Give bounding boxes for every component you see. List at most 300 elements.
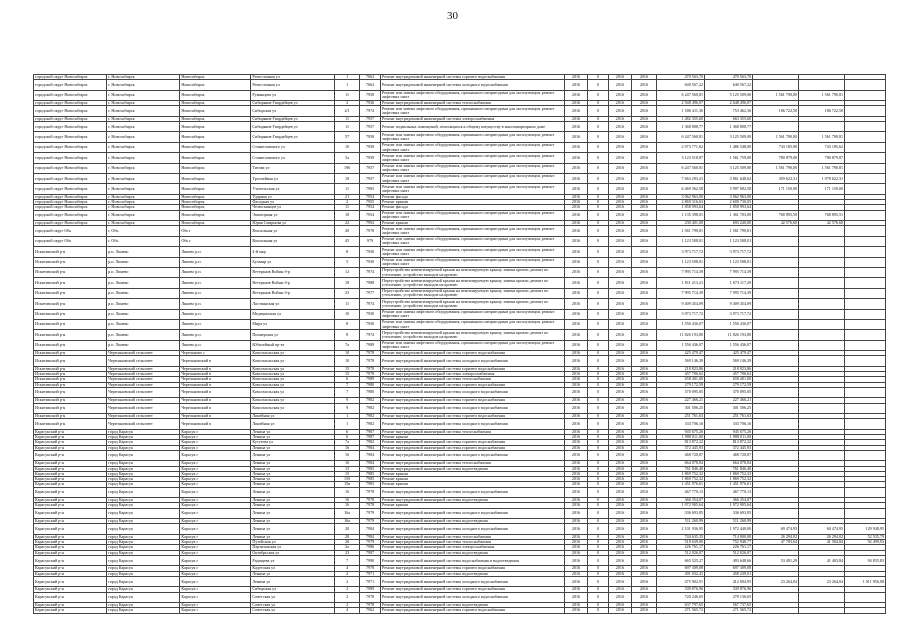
cell-cost-total: 467 770,13: [656, 487, 704, 497]
cell-cost-owners: 1 978 622,31: [799, 174, 845, 184]
cell-year-start: 2016: [608, 319, 631, 329]
cell-cost-total: 664 078,84: [656, 461, 704, 466]
cell-house: 1: [335, 414, 360, 419]
cell-cost-total: 7 995 714,39: [656, 267, 704, 277]
cell-year-start: 2016: [608, 142, 631, 152]
cell-cost-extra: [845, 288, 886, 298]
cell-house-id: 7978: [360, 592, 381, 602]
cell-year-start: 2016: [608, 366, 631, 371]
cell-municipality: городской округ Новосибирск: [34, 210, 107, 220]
cell-cost-extra: [845, 174, 886, 184]
cell-cost-total: 7 663 293,21: [656, 174, 704, 184]
cell-cost-fund: 271 565,72: [705, 608, 753, 613]
cell-municipality: Карасукский р-н: [34, 477, 107, 482]
cell-cost-extra: 92 499,93: [845, 540, 886, 545]
cell-house: 11: [335, 184, 360, 194]
cell-cost-extra: [845, 419, 886, 429]
cell-work-type: Ремонт внутридомовой инженерной системы водоотведения: [381, 603, 565, 608]
cell-cost-total: 370 095,05: [656, 387, 704, 397]
cell-cost-local: [753, 257, 799, 267]
cell-cost-total: 813 872,22: [656, 440, 704, 445]
cell-flag: 0: [588, 450, 609, 460]
cell-year-start: 2016: [608, 603, 631, 608]
cell-house-id: 7984: [360, 461, 381, 466]
cell-street: Ветеранов Войны б-р: [251, 278, 335, 288]
cell-locality: Карасук г: [180, 477, 251, 482]
cell-locality: Линево р.п.: [180, 340, 251, 350]
cell-cost-total: 1 869 752,32: [656, 471, 704, 476]
cell-municipality: Карасукский р-н: [34, 466, 107, 471]
cell-work-type: Ремонт или замена лифтового оборудования, признанного непригодным для эксплуатации, ремонт лифтовых шахт: [381, 90, 565, 100]
cell-cost-total: 6 247 560,81: [656, 163, 704, 173]
cell-flag: 0: [588, 267, 609, 277]
cell-house: 7: [335, 387, 360, 397]
cell-street: Комсомольская ул: [251, 372, 335, 377]
cell-settlement: г. Новосибирск: [107, 174, 180, 184]
cell-house: 16: [335, 461, 360, 466]
cell-cost-total: 658 401,00: [656, 377, 704, 382]
cell-house-id: 7985: [360, 471, 381, 476]
cell-locality: Новосибирск: [180, 122, 251, 132]
cell-year: 2016: [565, 106, 588, 116]
cell-year-end: 2016: [631, 592, 656, 602]
cell-municipality: Карасукский р-н: [34, 482, 107, 487]
cell-year-end: 2016: [631, 106, 656, 116]
cell-cost-fund: 1 972 440,00: [705, 524, 753, 534]
cell-flag: 0: [588, 205, 609, 210]
cell-house: 11: [335, 205, 360, 210]
cell-settlement: р.п. Линево: [107, 267, 180, 277]
cell-municipality: городской округ Новосибирск: [34, 101, 107, 106]
cell-year: 2016: [565, 366, 588, 371]
table-row: [34, 330, 886, 340]
cell-settlement: г. Обь: [107, 226, 180, 236]
cell-flag: 0: [588, 487, 609, 497]
cell-street: Ленина ул: [251, 519, 335, 524]
cell-cost-total: 637 797,65: [656, 603, 704, 608]
cell-cost-local: 743 185,00: [753, 142, 799, 152]
cell-year-end: 2016: [631, 132, 656, 142]
cell-cost-total: 1 451 976,61: [656, 482, 704, 487]
cell-street: Бульвар ул: [251, 257, 335, 267]
cell-house-id: 7974: [360, 106, 381, 116]
cell-street: Ленина ул: [251, 524, 335, 534]
cell-year-start: 2016: [608, 508, 631, 518]
cell-year-start: 2016: [608, 571, 631, 576]
cell-cost-extra: [845, 226, 886, 236]
cell-settlement: г. Новосибирск: [107, 200, 180, 205]
cell-settlement: г. Новосибирск: [107, 153, 180, 163]
cell-year: 2016: [565, 132, 588, 142]
cell-locality: Карасук г: [180, 471, 251, 476]
cell-municipality: городской округ Новосибирск: [34, 142, 107, 152]
cell-work-type: Ремонт крыши: [381, 221, 565, 226]
cell-house: 23: [335, 550, 360, 555]
cell-cost-extra: [845, 403, 886, 413]
cell-cost-fund: 1 556 436,07: [705, 319, 753, 329]
cell-year-end: 2016: [631, 487, 656, 497]
table-row: [34, 319, 886, 329]
cell-cost-total: 339 876,96: [656, 587, 704, 592]
cell-municipality: Карасукский р-н: [34, 461, 107, 466]
cell-cost-extra: [845, 257, 886, 267]
table-row: [34, 278, 886, 288]
cell-cost-fund: 412 004,95: [705, 577, 753, 587]
cell-year: 2016: [565, 545, 588, 550]
cell-cost-owners: [799, 450, 845, 460]
cell-settlement: город Карасук: [107, 440, 180, 445]
cell-municipality: городской округ Новосибирск: [34, 174, 107, 184]
cell-municipality: Карасукский р-н: [34, 577, 107, 587]
cell-locality: Черепановский п: [180, 398, 251, 403]
cell-municipality: Искитимский р-н: [34, 414, 107, 419]
cell-year-start: 2016: [608, 482, 631, 487]
cell-cost-extra: [845, 106, 886, 116]
cell-cost-local: [753, 236, 799, 246]
cell-year-end: 2016: [631, 174, 656, 184]
cell-locality: Карасук г: [180, 524, 251, 534]
cell-cost-owners: 743 185,62: [799, 142, 845, 152]
cell-year-end: 2016: [631, 471, 656, 476]
cell-year: 2016: [565, 205, 588, 210]
cell-year: 2016: [565, 440, 588, 445]
cell-work-type: Ремонт внутридомовой инженерной системы горячего водоснабжения: [381, 382, 565, 387]
cell-cost-fund: 3 125 509,00: [705, 132, 753, 142]
cell-cost-local: 186 722,50: [753, 106, 799, 116]
cell-settlement: г. Новосибирск: [107, 221, 180, 226]
cell-settlement: г. Новосибирск: [107, 184, 180, 194]
cell-cost-total: 1 561 790,81: [656, 226, 704, 236]
cell-house-id: 7957: [360, 122, 381, 132]
cell-year-start: 2016: [608, 429, 631, 434]
cell-flag: 0: [588, 471, 609, 476]
cell-municipality: Искитимский р-н: [34, 398, 107, 403]
cell-cost-fund: 457 706,62: [705, 372, 753, 377]
cell-municipality: Карасукский р-н: [34, 540, 107, 545]
cell-house-id: 7985: [360, 466, 381, 471]
cell-year-end: 2016: [631, 319, 656, 329]
cell-year-end: 2016: [631, 116, 656, 121]
cell-work-type: Ремонт или замена лифтового оборудования, признанного непригодным для эксплуатации, ремонт лифтовых шахт: [381, 319, 565, 329]
table-row: [34, 299, 886, 309]
cell-work-type: Переустройство невентилируемой крыши на вентилируемую крышу, замена кровли, ремонт по утеплению, устройство выходов на кровлю: [381, 288, 565, 298]
cell-house: 45: [335, 236, 360, 246]
cell-cost-total: 230 401,00: [656, 221, 704, 226]
cell-house: 1: [335, 419, 360, 429]
cell-settlement: р.п. Линево: [107, 288, 180, 298]
cell-work-type: Ремонт крыши: [381, 503, 565, 508]
cell-cost-local: [753, 80, 799, 90]
cell-cost-local: [753, 356, 799, 366]
cell-house: 12: [335, 267, 360, 277]
cell-cost-owners: [799, 278, 845, 288]
cell-house: 16: [335, 503, 360, 508]
cell-cost-fund: 3 125 509,00: [705, 163, 753, 173]
cell-locality: Карасук г: [180, 587, 251, 592]
cell-year: 2016: [565, 90, 588, 100]
cell-year-end: 2016: [631, 366, 656, 371]
cell-year-end: 2016: [631, 288, 656, 298]
table-row: [34, 340, 886, 350]
cell-cost-fund: 470 563,70: [705, 75, 753, 80]
cell-year-start: 2016: [608, 116, 631, 121]
cell-cost-fund: 11 826 193,80: [705, 330, 753, 340]
cell-year-start: 2016: [608, 587, 631, 592]
cell-year-end: 2016: [631, 184, 656, 194]
program-table: [33, 74, 886, 614]
cell-work-type: Ремонт внутридомовой инженерной системы холодного водоснабжения: [381, 592, 565, 602]
table-row: [34, 356, 886, 366]
cell-municipality: Карасукский р-н: [34, 566, 107, 571]
cell-flag: 0: [588, 372, 609, 377]
cell-work-type: Ремонт внутридомовой инженерной системы водоотведения: [381, 498, 565, 503]
cell-work-type: Ремонт внутридомовой инженерной системы горячего водоснабжения: [381, 75, 565, 80]
cell-locality: Новосибирск: [180, 200, 251, 205]
cell-locality: Линево р.п.: [180, 330, 251, 340]
cell-settlement: Черепановский сельсовет: [107, 387, 180, 397]
cell-settlement: г. Новосибирск: [107, 101, 180, 106]
cell-flag: 0: [588, 524, 609, 534]
cell-cost-total: 2 973 771,62: [656, 142, 704, 152]
cell-house-id: 7971: [360, 571, 381, 576]
cell-year-end: 2016: [631, 482, 656, 487]
cell-year: 2016: [565, 524, 588, 534]
cell-year-end: 2016: [631, 372, 656, 377]
cell-year-start: 2016: [608, 153, 631, 163]
cell-cost-fund: 467 770,13: [705, 487, 753, 497]
cell-work-type: Ремонт внутридомовой инженерной системы холодного водоснабжения: [381, 450, 565, 460]
cell-street: Радищева ул: [251, 556, 335, 566]
cell-municipality: Карасукский р-н: [34, 608, 107, 613]
cell-cost-fund: 366 354,07: [705, 498, 753, 503]
cell-house-id: 7982: [360, 440, 381, 445]
cell-cost-total: 3 123 518,87: [656, 153, 704, 163]
cell-house: 20: [335, 524, 360, 534]
cell-cost-extra: [845, 309, 886, 319]
cell-year-end: 2016: [631, 205, 656, 210]
cell-year-end: 2016: [631, 440, 656, 445]
cell-year-start: 2016: [608, 75, 631, 80]
cell-work-type: Ремонт внутридомовой инженерной системы теплоснабжения: [381, 540, 565, 545]
cell-settlement: город Карасук: [107, 445, 180, 450]
cell-street: Ленина ул: [251, 482, 335, 487]
cell-cost-local: [753, 487, 799, 497]
cell-settlement: город Карасук: [107, 519, 180, 524]
cell-year-start: 2016: [608, 471, 631, 476]
cell-year-end: 2016: [631, 377, 656, 382]
cell-house-id: 7978: [360, 351, 381, 356]
cell-year: 2016: [565, 382, 588, 387]
cell-year: 2016: [565, 592, 588, 602]
cell-year: 2016: [565, 299, 588, 309]
cell-year-end: 2016: [631, 299, 656, 309]
cell-settlement: город Карасук: [107, 450, 180, 460]
cell-year: 2016: [565, 210, 588, 220]
cell-house-id: 7986: [360, 545, 381, 550]
cell-cost-total: 251 761,63: [656, 414, 704, 419]
cell-cost-fund: 697 309,08: [705, 566, 753, 571]
cell-year-start: 2016: [608, 440, 631, 445]
cell-house: 18: [335, 174, 360, 184]
cell-cost-extra: [845, 319, 886, 329]
cell-cost-total: 6 469 362,58: [656, 184, 704, 194]
cell-house: 2: [335, 577, 360, 587]
cell-house: 4: [335, 608, 360, 613]
cell-flag: 0: [588, 247, 609, 257]
cell-house-id: 7957: [360, 174, 381, 184]
cell-cost-owners: [799, 356, 845, 366]
cell-house-id: 7984: [360, 524, 381, 534]
cell-house-id: 7987: [360, 550, 381, 555]
cell-street: Ленина ул: [251, 471, 335, 476]
cell-flag: 0: [588, 299, 609, 309]
cell-municipality: городской округ Новосибирск: [34, 132, 107, 142]
cell-municipality: городской округ Обь: [34, 226, 107, 236]
cell-cost-extra: [845, 80, 886, 90]
cell-flag: 0: [588, 226, 609, 236]
cell-year-start: 2016: [608, 382, 631, 387]
cell-cost-local: [753, 247, 799, 257]
cell-street: Вокзальная ул: [251, 226, 335, 236]
cell-year-end: 2016: [631, 200, 656, 205]
cell-cost-local: [753, 309, 799, 319]
cell-cost-owners: [799, 403, 845, 413]
cell-cost-extra: [845, 299, 886, 309]
cell-locality: Карасук г: [180, 571, 251, 576]
cell-street: Ленина ул: [251, 577, 335, 587]
cell-cost-total: 491 032,41: [656, 571, 704, 576]
cell-settlement: г. Обь: [107, 236, 180, 246]
cell-street: Фасадная ул: [251, 200, 335, 205]
cell-cost-local: [753, 592, 799, 602]
cell-year: 2016: [565, 356, 588, 366]
table-row: [34, 106, 886, 116]
cell-cost-fund: 1 123 508,01: [705, 236, 753, 246]
cell-cost-owners: [799, 288, 845, 298]
cell-house: 6: [335, 377, 360, 382]
cell-cost-fund: 301 506,25: [705, 403, 753, 413]
cell-year-start: 2016: [608, 163, 631, 173]
cell-street: Медицинская ул: [251, 309, 335, 319]
cell-year: 2016: [565, 116, 588, 121]
cell-year-start: 2016: [608, 299, 631, 309]
cell-municipality: Искитимский р-н: [34, 372, 107, 377]
cell-cost-total: 7 995 714,39: [656, 288, 704, 298]
cell-work-type: Ремонт внутридомовой инженерной системы холодного водоснабжения: [381, 508, 565, 518]
table-row: [34, 226, 886, 236]
cell-flag: 0: [588, 566, 609, 571]
cell-flag: 0: [588, 382, 609, 387]
cell-municipality: Карасукский р-н: [34, 556, 107, 566]
cell-house: 2: [335, 101, 360, 106]
cell-settlement: р.п. Линево: [107, 309, 180, 319]
cell-locality: Карасук г: [180, 603, 251, 608]
cell-cost-fund: 7 995 714,39: [705, 288, 753, 298]
cell-year: 2016: [565, 429, 588, 434]
cell-year: 2016: [565, 142, 588, 152]
cell-settlement: город Карасук: [107, 435, 180, 440]
cell-flag: 0: [588, 184, 609, 194]
cell-year-end: 2016: [631, 461, 656, 466]
cell-year-start: 2016: [608, 540, 631, 545]
cell-year-end: 2016: [631, 382, 656, 387]
cell-flag: 0: [588, 603, 609, 608]
cell-cost-local: 47 783,64: [753, 540, 799, 545]
table-row: [34, 267, 886, 277]
cell-flag: 0: [588, 482, 609, 487]
cell-cost-total: 279 172,59: [656, 382, 704, 387]
cell-cost-owners: [799, 299, 845, 309]
cell-house-id: 7957: [360, 163, 381, 173]
table-row: [34, 153, 886, 163]
cell-flag: 0: [588, 435, 609, 440]
cell-settlement: г. Новосибирск: [107, 205, 180, 210]
cell-cost-local: 1 561 790,00: [753, 90, 799, 100]
cell-flag: 0: [588, 519, 609, 524]
cell-house-id: 7962: [360, 608, 381, 613]
cell-year: 2016: [565, 414, 588, 419]
cell-house-id: 7978: [360, 372, 381, 377]
cell-street: Станиславского ул: [251, 153, 335, 163]
cell-cost-local: [753, 267, 799, 277]
cell-flag: 0: [588, 122, 609, 132]
cell-municipality: Карасукский р-н: [34, 519, 107, 524]
cell-cost-fund: 2 609 730,05: [705, 200, 753, 205]
cell-year-start: 2016: [608, 200, 631, 205]
cell-year-start: 2016: [608, 498, 631, 503]
cell-cost-fund: 1 869 752,32: [705, 477, 753, 482]
cell-house-id: 7930: [360, 247, 381, 257]
cell-flag: 0: [588, 556, 609, 566]
cell-street: Ленина ул: [251, 461, 335, 466]
cell-street: Ленина ул: [251, 508, 335, 518]
cell-year-end: 2016: [631, 210, 656, 220]
cell-house-id: 7984: [360, 445, 381, 450]
cell-flag: 0: [588, 414, 609, 419]
cell-street: Пионерская ул: [251, 330, 335, 340]
cell-cost-total: 744 635,35: [656, 534, 704, 539]
cell-locality: Новосибирск: [180, 106, 251, 116]
cell-cost-fund: 1 368 808,77: [705, 122, 753, 132]
cell-street: Сибирская ул: [251, 587, 335, 592]
cell-cost-local: 459 622,31: [753, 174, 799, 184]
cell-year-start: 2016: [608, 592, 631, 602]
cell-municipality: Карасукский р-н: [34, 503, 107, 508]
cell-locality: Черепановский п: [180, 372, 251, 377]
cell-flag: 0: [588, 257, 609, 267]
cell-house: 15: [335, 471, 360, 476]
cell-settlement: р.п. Линево: [107, 299, 180, 309]
cell-flag: 0: [588, 351, 609, 356]
cell-cost-total: 271 565,72: [656, 608, 704, 613]
cell-cost-extra: [845, 450, 886, 460]
cell-house-id: 7930: [360, 257, 381, 267]
cell-settlement: р.п. Линево: [107, 278, 180, 288]
cell-house-id: 7985: [360, 184, 381, 194]
cell-cost-owners: 42 576,60: [799, 221, 845, 226]
table-row: [34, 122, 886, 132]
cell-house-id: 7989: [360, 377, 381, 382]
cell-year-start: 2016: [608, 184, 631, 194]
cell-municipality: Искитимский р-н: [34, 419, 107, 429]
cell-house: 20: [335, 534, 360, 539]
cell-cost-fund: 3 973 717,72: [705, 247, 753, 257]
table-row: [34, 608, 886, 613]
cell-year-end: 2016: [631, 257, 656, 267]
cell-work-type: Ремонт или замена лифтового оборудования, признанного непригодным для эксплуатации, ремонт лифтовых шахт: [381, 226, 565, 236]
cell-year: 2016: [565, 587, 588, 592]
cell-house-id: 7987: [360, 435, 381, 440]
